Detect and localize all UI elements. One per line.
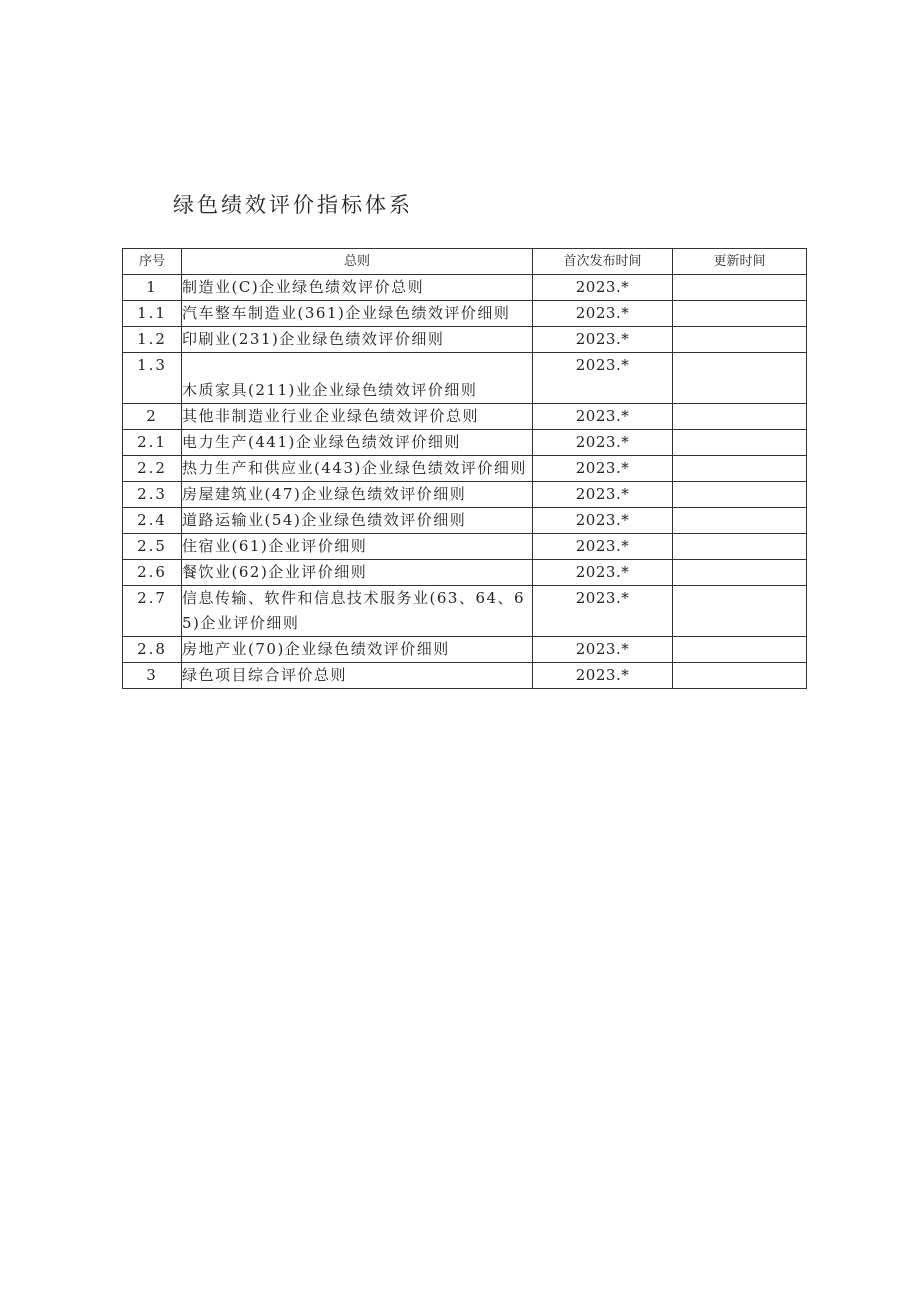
row-first-release: 2023.* [533,560,673,586]
index-table [122,248,807,689]
row-first-release: 2023.* [533,637,673,663]
row-number: 2.4 [123,508,182,534]
row-update-time [673,637,807,663]
row-number: 1 [123,275,182,301]
table-row [123,327,807,353]
row-number: 3 [123,663,182,689]
table-row [123,353,807,404]
row-update-time [673,482,807,508]
table-row [123,637,807,663]
row-first-release: 2023.* [533,327,673,353]
row-first-release: 2023.* [533,404,673,430]
table-row [123,456,807,482]
table-row [123,430,807,456]
table-row [123,482,807,508]
document-title: 绿色绩效评价指标体系 [173,193,413,217]
table-row [123,275,807,301]
row-first-release: 2023.* [533,456,673,482]
row-first-release: 2023.* [533,301,673,327]
header-no: 序号 [123,249,182,275]
row-name: 其他非制造业行业企业绿色绩效评价总则 [182,404,533,430]
row-name: 道路运输业(54)企业绿色绩效评价细则 [182,508,533,534]
row-name: 制造业(C)企业绿色绩效评价总则 [182,275,533,301]
row-first-release: 2023.* [533,534,673,560]
row-name: 热力生产和供应业(443)企业绿色绩效评价细则 [182,456,533,482]
table-header-row [123,249,807,275]
row-first-release: 2023.* [533,663,673,689]
row-number: 1.1 [123,301,182,327]
row-name: 电力生产(441)企业绿色绩效评价细则 [182,430,533,456]
row-number: 2.1 [123,430,182,456]
row-name: 木质家具(211)业企业绿色绩效评价细则 [182,353,533,404]
row-update-time [673,456,807,482]
row-update-time [673,353,807,404]
table-row [123,301,807,327]
row-name: 印刷业(231)企业绿色绩效评价细则 [182,327,533,353]
row-update-time [673,534,807,560]
table-row [123,508,807,534]
table-row [123,663,807,689]
row-update-time [673,663,807,689]
header-name: 总则 [182,249,533,275]
row-first-release: 2023.* [533,430,673,456]
row-name: 餐饮业(62)企业评价细则 [182,560,533,586]
row-name: 房屋建筑业(47)企业绿色绩效评价细则 [182,482,533,508]
row-name: 信息传输、软件和信息技术服务业(63、64、65)企业评价细则 [182,586,533,637]
row-update-time [673,301,807,327]
row-update-time [673,404,807,430]
row-name: 住宿业(61)企业评价细则 [182,534,533,560]
row-name: 绿色项目综合评价总则 [182,663,533,689]
row-number: 2.2 [123,456,182,482]
row-update-time [673,275,807,301]
row-first-release: 2023.* [533,275,673,301]
header-first-release: 首次发布时间 [533,249,673,275]
table-row [123,534,807,560]
row-update-time [673,560,807,586]
row-number: 2.7 [123,586,182,637]
row-number: 1.2 [123,327,182,353]
row-number: 2.6 [123,560,182,586]
row-update-time [673,586,807,637]
row-first-release: 2023.* [533,508,673,534]
row-update-time [673,430,807,456]
row-number: 2.8 [123,637,182,663]
table-row [123,586,807,637]
row-name: 房地产业(70)企业绿色绩效评价细则 [182,637,533,663]
header-update-time: 更新时间 [673,249,807,275]
row-update-time [673,508,807,534]
row-first-release: 2023.* [533,353,673,404]
row-update-time [673,327,807,353]
row-number: 2.3 [123,482,182,508]
row-name: 汽车整车制造业(361)企业绿色绩效评价细则 [182,301,533,327]
table-row [123,404,807,430]
row-number: 1.3 [123,353,182,404]
row-number: 2.5 [123,534,182,560]
row-first-release: 2023.* [533,586,673,637]
row-first-release: 2023.* [533,482,673,508]
row-number: 2 [123,404,182,430]
table-row [123,560,807,586]
